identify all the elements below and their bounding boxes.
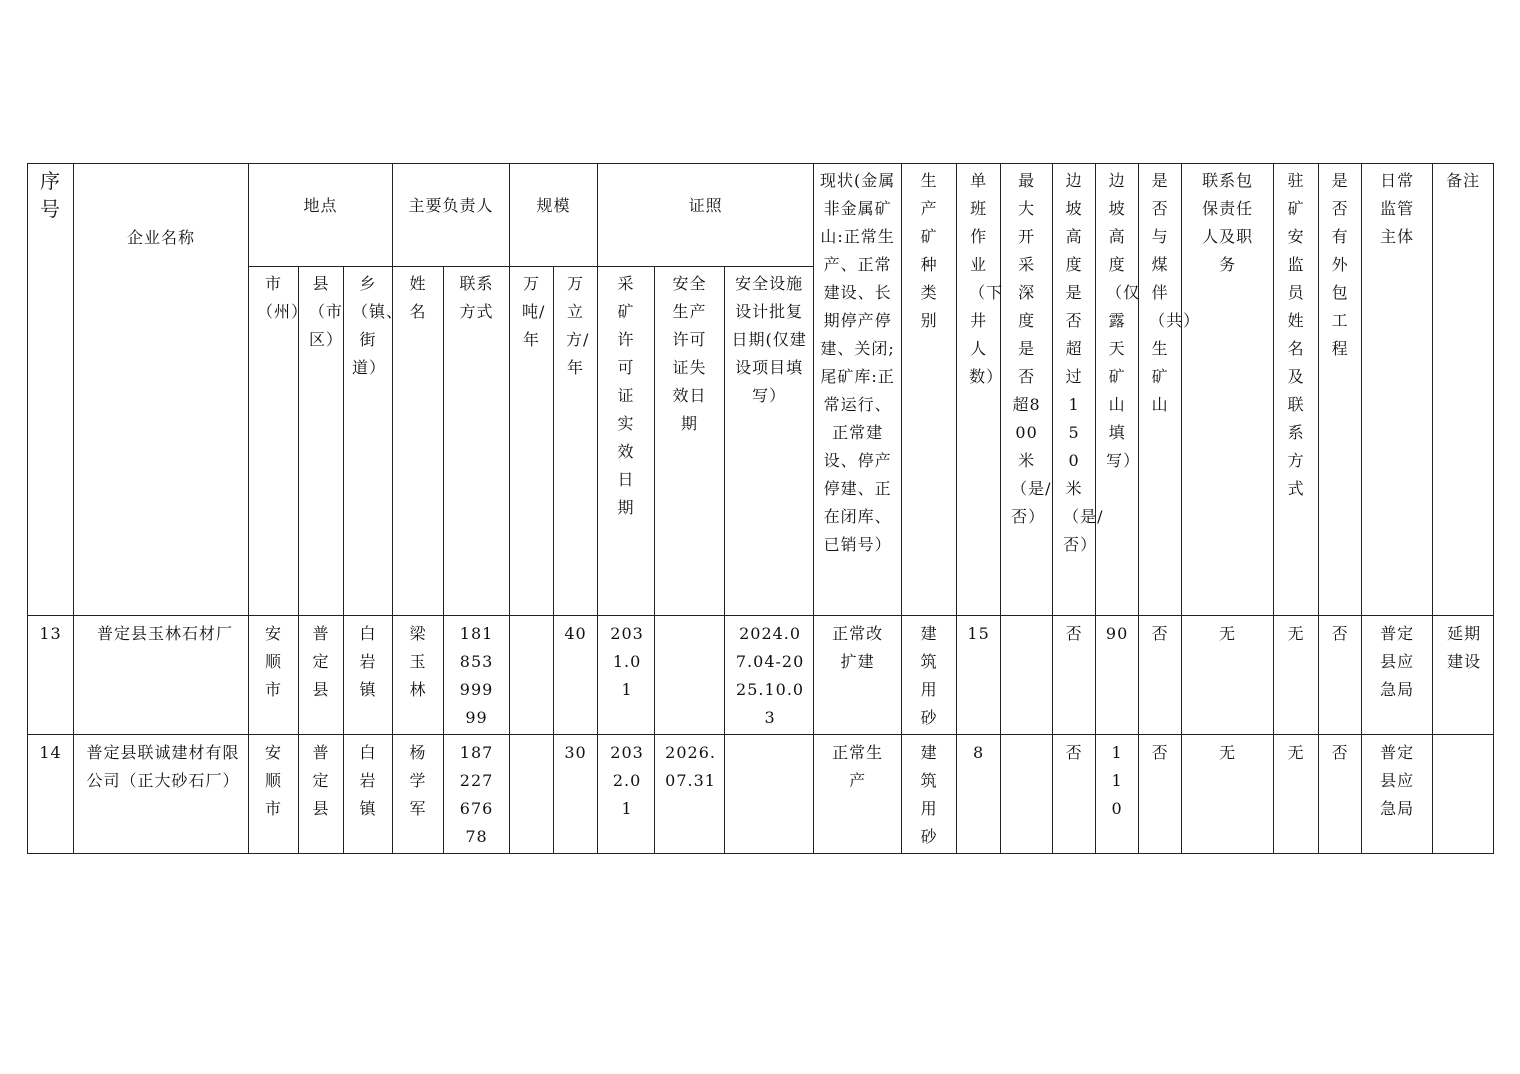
cell-mineral: 建筑用砂 [902,735,957,854]
cell-outsourcing: 否 [1319,616,1362,735]
header-mineral: 生产矿种类别 [902,164,957,616]
cell-seq: 14 [28,735,74,854]
cell-name: 梁玉林 [393,616,444,735]
cell-max-depth [1001,735,1053,854]
cell-outsourcing: 否 [1319,735,1362,854]
cell-scale-cubic: 30 [554,735,598,854]
cell-slope-height: 110 [1096,735,1139,854]
header-notes: 备注 [1433,164,1494,616]
header-principal-contact: 联系方式 [444,267,510,616]
header-row-1 [28,164,1494,267]
header-location-town: 乡（镇、街道） [344,267,393,616]
cell-slope-over150: 否 [1053,735,1096,854]
cell-max-depth [1001,616,1053,735]
cell-mineral: 建筑用砂 [902,616,957,735]
header-scale: 规模 [510,164,598,267]
cell-contact: 18185399999 [444,616,510,735]
header-location: 地点 [249,164,393,267]
cell-contact: 18722767678 [444,735,510,854]
cell-notes [1433,735,1494,854]
cell-county: 普定县 [299,735,344,854]
header-resident-inspector: 驻矿安监员姓名及联系方式 [1274,164,1319,616]
cell-status: 正常生产 [814,735,902,854]
cell-coal-associated: 否 [1139,616,1182,735]
header-status: 现状(金属非金属矿山:正常生产、正常建设、长期停产停建、关闭;尾矿库:正常运行、正常建设、停产停建、正在闭库、已销号） [814,164,902,616]
header-scale-cubic: 万立方/年 [554,267,598,616]
cell-scale-tons [510,616,554,735]
header-location-county: 县（市区） [299,267,344,616]
header-coal-associated: 是否与煤伴（共）生矿山 [1139,164,1182,616]
header-max-depth: 最大开采深度是否超800米（是/否） [1001,164,1053,616]
header-slope-height: 边坡高度（仅露天矿山填写） [1096,164,1139,616]
header-outsourcing: 是否有外包工程 [1319,164,1362,616]
header-supervisor: 日常监管主体 [1362,164,1433,616]
cell-license-design [725,735,814,854]
cell-status: 正常改扩建 [814,616,902,735]
header-license-safety: 安全生产许可证失效日期 [655,267,725,616]
cell-slope-over150: 否 [1053,616,1096,735]
cell-supervisor: 普定县应急局 [1362,735,1433,854]
header-company: 企业名称 [74,164,249,616]
cell-notes: 延期建设 [1433,616,1494,735]
header-license: 证照 [598,164,814,267]
cell-contact-responsible: 无 [1182,616,1274,735]
cell-coal-associated: 否 [1139,735,1182,854]
cell-seq: 13 [28,616,74,735]
cell-contact-responsible: 无 [1182,735,1274,854]
header-seq: 序号 [28,164,74,616]
cell-license-mining: 2032.01 [598,735,655,854]
cell-resident-inspector: 无 [1274,616,1319,735]
header-scale-tons: 万吨/年 [510,267,554,616]
cell-license-mining: 2031.01 [598,616,655,735]
header-license-mining: 采矿许可证实效日期 [598,267,655,616]
cell-city: 安顺市 [249,735,299,854]
cell-license-safety [655,616,725,735]
table-row [28,735,1494,854]
header-contact-responsible: 联系包保责任人及职务 [1182,164,1274,616]
cell-license-safety: 2026.07.31 [655,735,725,854]
cell-shift-workers: 15 [957,616,1001,735]
cell-company: 普定县联诚建材有限公司（正大砂石厂） [74,735,249,854]
cell-license-design: 2024.07.04-2025.10.03 [725,616,814,735]
cell-scale-tons [510,735,554,854]
header-license-design: 安全设施设计批复日期(仅建设项目填写） [725,267,814,616]
cell-slope-height: 90 [1096,616,1139,735]
cell-name: 杨学军 [393,735,444,854]
header-location-city: 市（州） [249,267,299,616]
cell-town: 白岩镇 [344,616,393,735]
cell-town: 白岩镇 [344,735,393,854]
cell-county: 普定县 [299,616,344,735]
header-principal-name: 姓名 [393,267,444,616]
header-principal: 主要负责人 [393,164,510,267]
header-slope-over150: 边坡高度是否超过150米（是/否） [1053,164,1096,616]
cell-supervisor: 普定县应急局 [1362,616,1433,735]
cell-resident-inspector: 无 [1274,735,1319,854]
cell-shift-workers: 8 [957,735,1001,854]
cell-company: 普定县玉林石材厂 [74,616,249,735]
header-shift-workers: 单班作业（下井人数） [957,164,1001,616]
cell-city: 安顺市 [249,616,299,735]
table-row [28,616,1494,735]
mine-safety-table [27,163,1494,854]
cell-scale-cubic: 40 [554,616,598,735]
